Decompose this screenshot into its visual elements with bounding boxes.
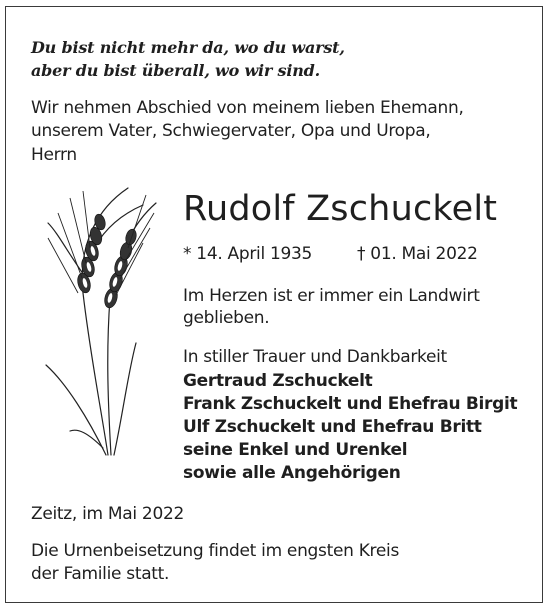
mourner-name: sowie alle Angehörigen [183,463,401,483]
intro-line-3: Herrn [31,145,77,165]
birth-date: * 14. April 1935 [183,244,313,264]
funeral-note-line-2: der Familie statt. [31,564,170,584]
mourners-intro: In stiller Trauer und Dankbarkeit [183,347,447,367]
remembrance-line-1: Im Herzen ist er immer ein Landwirt [183,286,480,306]
remembrance-line-2: geblieben. [183,308,270,328]
mourner-name: Ulf Zschuckelt und Ehefrau Britt [183,417,482,437]
place-date: Zeitz, im Mai 2022 [31,504,184,524]
intro-line-2: unserem Vater, Schwiegervater, Opa und Uropa, [31,121,431,141]
mourner-name: Gertraud Zschuckelt [183,371,373,391]
death-date: † 01. Mai 2022 [357,244,478,264]
motto-line-1: Du bist nicht mehr da, wo du warst, [31,38,345,57]
deceased-name: Rudolf Zschuckelt [183,189,498,229]
motto-line-2: aber du bist überall, wo wir sind. [31,61,320,80]
mourner-name: Frank Zschuckelt und Ehefrau Birgit [183,394,518,414]
intro-line-1: Wir nehmen Abschied von meinem lieben Ehemann, [31,98,464,118]
mourner-name: seine Enkel und Urenkel [183,440,408,460]
funeral-note-line-1: Die Urnenbeisetzung findet im engsten Kreis [31,541,400,561]
wheat-icon [28,183,158,463]
